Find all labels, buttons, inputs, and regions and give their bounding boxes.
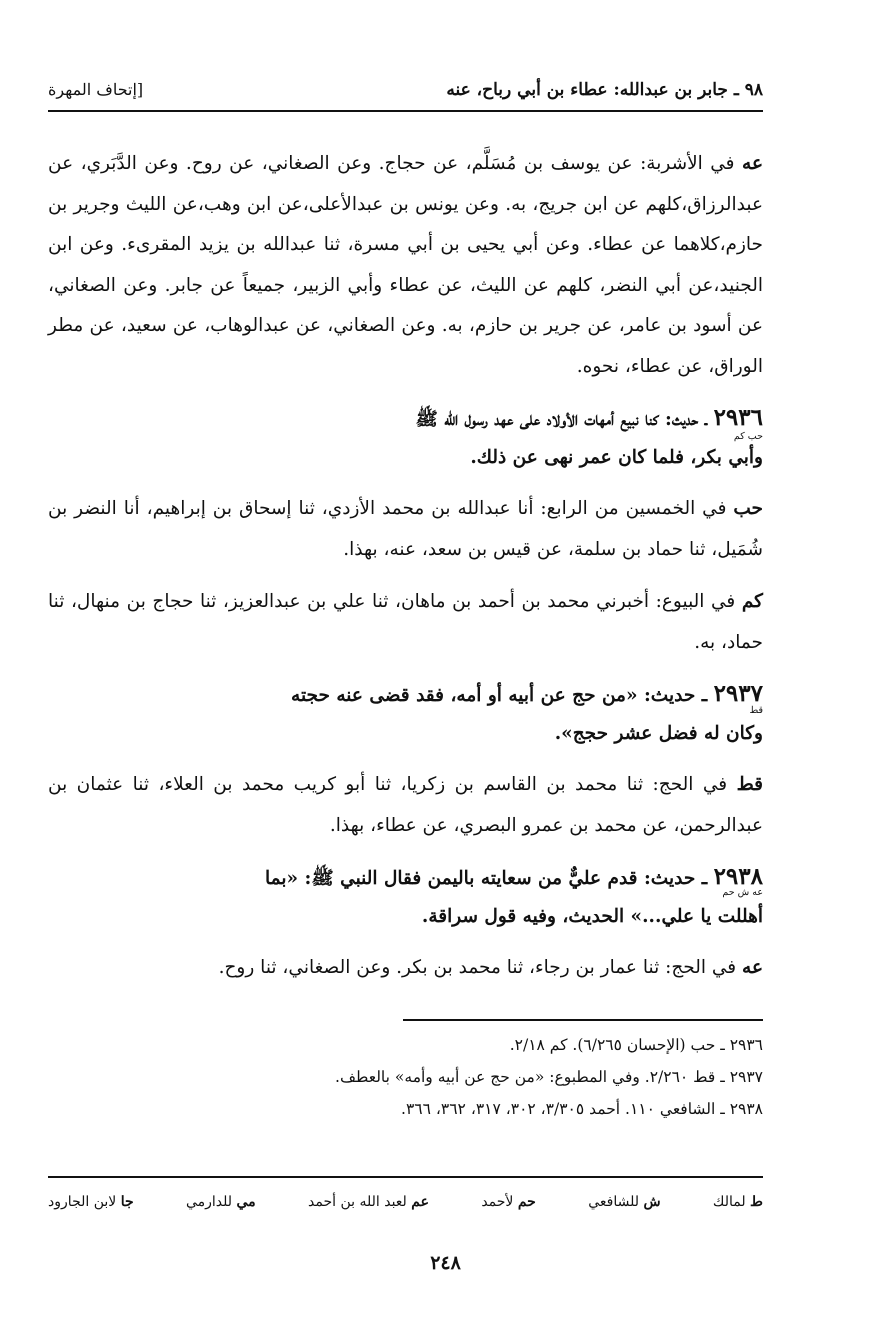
- legend-item: ط لمالك: [712, 1194, 763, 1210]
- hadith-text-line1: قدم عليٌّ من سعايته باليمن فقال النبي ﷺ: «بما: [265, 868, 638, 889]
- page-number: ٢٤٨: [430, 1252, 461, 1274]
- legend-item: ش للشافعي: [588, 1194, 661, 1210]
- hadith-label: ـ حديث:: [664, 409, 708, 430]
- paragraph-text: في البيوع: أخبرني محمد بن أحمد بن ماهان، ثنا علي بن عبدالعزيز، ثنا حجاج بن منهال، ثنا حماد، به.: [48, 591, 763, 653]
- paragraph-sources-5: [48, 948, 763, 989]
- hadith-2936: [48, 399, 763, 477]
- hadith-text-line2: وأبي بكر، فلما كان عمر نهى عن ذلك.: [470, 447, 763, 468]
- hadith-label: ـ حديث:: [643, 868, 708, 889]
- source-siglum: عه: [742, 153, 763, 174]
- book-title: [إتحاف المهرة: [48, 80, 144, 99]
- hadith-2937: [48, 675, 763, 753]
- hadith-sigla: عه ش حم: [722, 887, 763, 898]
- paragraph-sources-3: [48, 582, 763, 663]
- chapter-title: ٩٨ ـ جابر بن عبدالله: عطاء بن أبي رباح، عنه: [446, 80, 763, 100]
- legend-item: جا لابن الجارود: [48, 1194, 134, 1210]
- source-siglum: قط: [736, 774, 763, 795]
- paragraph-text: في الخمسين من الرابع: أنا عبدالله بن محمد الأزدي، ثنا إسحاق بن إبراهيم، أنا النضر بن شُمَيل، ثنا حماد بن سلمة، عن قيس بن سعد، عنه، بهذا.: [48, 498, 763, 560]
- footnotes: [335, 1019, 763, 1125]
- paragraph-sources-2: [48, 489, 763, 570]
- hadith-number: ٢٩٣٨: [713, 863, 763, 890]
- abbreviation-legend: [48, 1176, 763, 1210]
- legend-item: حم لأحمد: [481, 1194, 536, 1210]
- paragraph-sources-4: [48, 765, 763, 846]
- paragraph-sources-1: [48, 144, 763, 387]
- hadith-number: ٢٩٣٦: [713, 404, 763, 431]
- paragraph-text: في الأشربة: عن يوسف بن مُسَلَّم، عن حجاج. وعن الصغاني، عن روح. وعن الدَّبَري، عن عبدالرزاق،كلهم عن ابن جريج، به. وعن يونس بن عبدالأعلى،عن ابن وهب،عن الليث وجرير بن حازم،كلاهما عن عطاء. وعن أبي يحيى بن أبي مسرة، ثنا عبدالله بن يزيد المقرىء. وعن ابن الجنيد،عن أبي النضر، كلهم عن الليث، عن عطاء وأبي الزبير، جميعاً عن جابر. وعن الصغاني، عن أسود بن عامر، عن جرير بن حازم، به. وعن الصغاني، عن عبدالوهاب، عن سعيد، عن مطر الوراق، عن عطاء، نحوه.: [48, 153, 763, 377]
- hadith-text-line2: وكان له فضل عشر حجج».: [554, 723, 763, 744]
- source-siglum: كم: [741, 591, 763, 612]
- running-header: [48, 80, 763, 112]
- source-siglum: عه: [742, 957, 763, 978]
- hadith-number: ٢٩٣٧: [713, 680, 763, 707]
- hadith-text-line2: أهللت يا علي...» الحديث، وفيه قول سراقة.: [421, 906, 763, 927]
- hadith-text-line1: «من حج عن أبيه أو أمه، فقد قضى عنه حجته: [291, 685, 638, 706]
- legend-item: مي للدارمي: [185, 1194, 256, 1210]
- hadith-label: ـ حديث:: [643, 685, 708, 706]
- footnote-2938: ٢٩٣٨ ـ الشافعي ١١٠. أحمد ٣/٣٠٥، ٣٠٢، ٣١٧، ٣٦٢، ٣٦٦.: [401, 1099, 763, 1118]
- page-body: [48, 80, 763, 1125]
- paragraph-text: في الحج: ثنا محمد بن القاسم بن زكريا، ثنا أبو كريب محمد بن العلاء، ثنا عثمان بن عبدالرحمن، عن محمد بن عمرو البصري، عن عطاء، بهذا.: [48, 774, 763, 836]
- hadith-sigla: حب كم: [733, 431, 763, 442]
- paragraph-text: في الحج: ثنا عمار بن رجاء، ثنا محمد بن بكر. وعن الصغاني، ثنا روح.: [218, 957, 737, 978]
- footnote-2937: ٢٩٣٧ ـ قط ٢/٢٦٠. وفي المطبوع: «من حج عن أبيه وأمه» بالعطف.: [335, 1067, 763, 1086]
- hadith-text-line1: كنا نبيع أمهات الأولاد على عهد رسول الله ﷺ: [415, 409, 659, 430]
- legend-item: عم لعبد الله بن أحمد: [308, 1194, 429, 1210]
- hadith-2938: [48, 858, 763, 936]
- hadith-sigla: قط: [749, 705, 763, 716]
- footnote-2936: ٢٩٣٦ ـ حب (الإحسان ٦/٢٦٥). كم ٢/١٨.: [509, 1035, 763, 1054]
- source-siglum: حب: [733, 498, 763, 519]
